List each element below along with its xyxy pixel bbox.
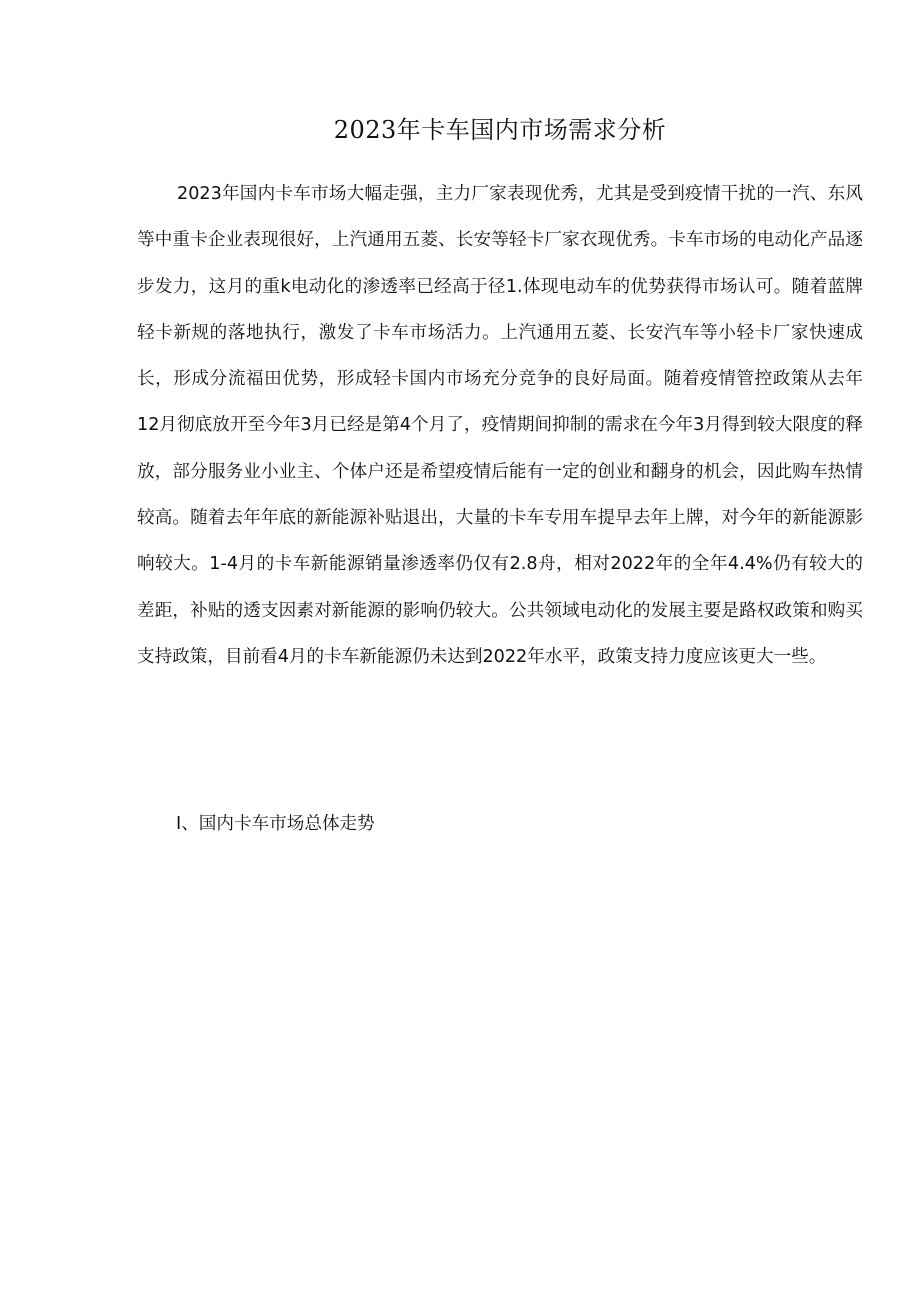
- section-heading: I、国内卡车市场总体走势: [176, 814, 375, 834]
- body-paragraph: 2023年国内卡车市场大幅走强，主力厂家表现优秀，尤其是受到疫情干扰的一汽、东风等中重卡企业表现很好，上汽通用五菱、长安等轻卡厂家衣现优秀。卡车市场的电动化产品逐步发力，这月的重k电动化的渗透率已经高于径1.体现电动车的优势获得市场认可。随着蓝牌轻卡新规的落地执行，激发了卡车市场活力。上汽通用五菱、长安汽车等小轻卡厂家快速成长，形成分流福田优势，形成轻卡国内市场充分竞争的良好局面。随着疫情管控政策从去年12月彻底放开至今年3月已经是第4个月了，疫情期间抑制的需求在今年3月得到较大限度的释放，部分服务业小业主、个体户还是希望疫情后能有一定的创业和翻身的机会，因此购车热情较高。随着去年年底的新能源补贴退出，大量的卡车专用车提早去年上牌，对今年的新能源影响较大。1-4月的卡车新能源销量渗透率仍仅有2.8舟，相对2022年的全年4.4%仍有较大的差距，补贴的透支因素对新能源的影响仍较大。公共领域电动化的发展主要是路权政策和购买支持政策，目前看4月的卡车新能源仍未达到2022年水平，政策支持力度应该更大一些。: [137, 184, 863, 667]
- document-title: 2023年卡车国内市场需求分析: [333, 116, 667, 144]
